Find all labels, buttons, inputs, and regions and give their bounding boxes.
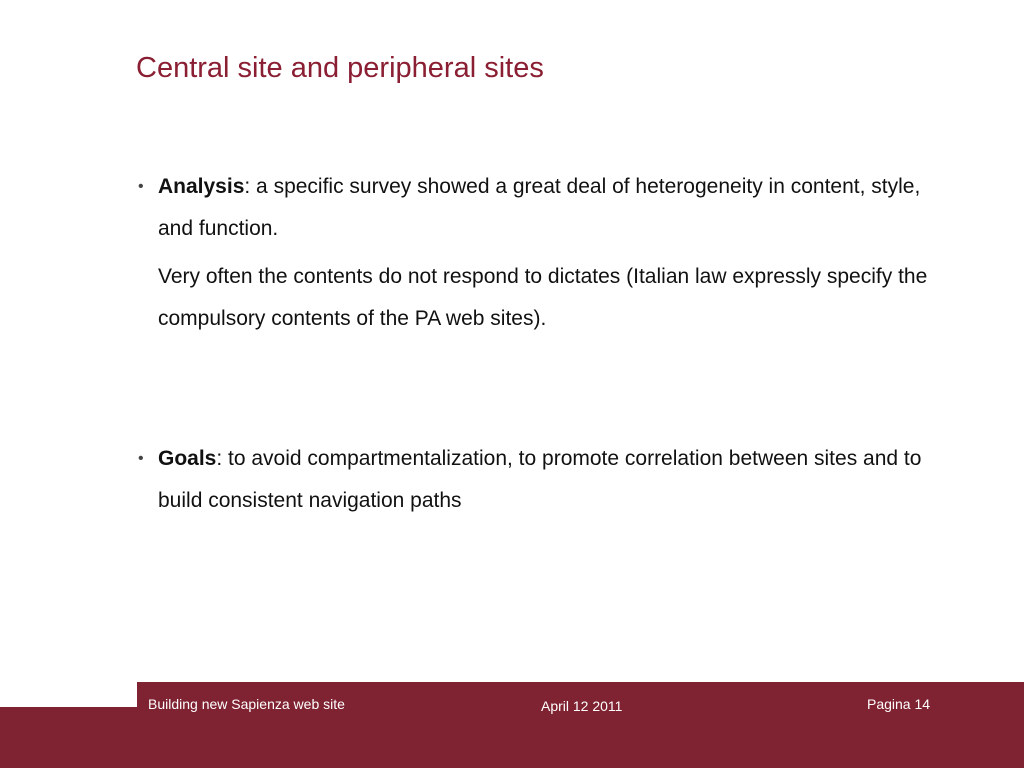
analysis-paragraph	[158, 166, 938, 250]
bullet-goals-body	[158, 438, 938, 522]
bullet-goals	[138, 438, 938, 522]
goals-text: : to avoid compartmentalization, to promote correlation between sites and to build consistent navigation paths	[158, 447, 922, 512]
goals-term: Goals	[158, 447, 217, 470]
bullet-marker: •	[138, 450, 144, 467]
slide-title: Central site and peripheral sites	[136, 52, 544, 84]
footer-page-number: Pagina 14	[867, 696, 931, 712]
footer-presentation-title: Building new Sapienza web site	[148, 696, 345, 712]
analysis-text: : a specific survey showed a great deal of heterogeneity in content, style, and function.	[158, 175, 921, 240]
footer-band-raised	[137, 682, 1024, 768]
bullet-marker: •	[138, 178, 144, 195]
footer-date: April 12 2011	[541, 698, 623, 714]
bullet-analysis-body	[158, 166, 938, 340]
analysis-extra-paragraph: Very often the contents do not respond to dictates (Italian law expressly specify the compulsory contents of the PA web sites).	[158, 265, 928, 330]
bullet-analysis	[138, 166, 938, 340]
analysis-term: Analysis	[158, 175, 245, 198]
goals-paragraph	[158, 438, 938, 522]
